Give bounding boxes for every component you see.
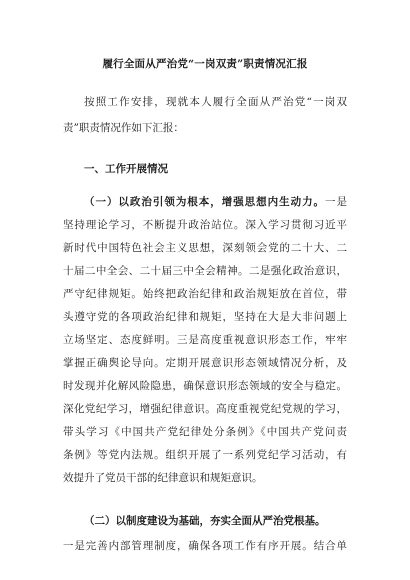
sub1-line-9: 深化党纪学习，增强纪律意识。高度重视党纪党规的学习， (63, 403, 347, 415)
sub2-heading: （二）以制度建设为基础，夯实全面从严治党根基。 (84, 515, 326, 527)
sub1-line-3: 十届二中全会、二十届三中全会精神。二是强化政治意识， (63, 265, 347, 277)
sub2-line-1: 一是完善内部管理制度，确保各项工作有序开展。结合单 (63, 540, 347, 552)
sub1-first-line (84, 196, 347, 209)
sub1-line-8: 时发现并化解风险隐患，确保意识形态领域的安全与稳定。 (63, 380, 347, 392)
sub1-first-tail: 一是 (325, 196, 348, 208)
section-heading-1: 一、工作开展情况 (84, 163, 168, 175)
intro-line-2: 责”职责情况作如下汇报： (63, 122, 184, 134)
sub1-line-10: 带头学习《中国共产党纪律处分条例》《中国共产党问责 (63, 426, 347, 438)
sub1-line-12: 效提升了党员干部的纪律意识和规矩意识。 (63, 472, 263, 484)
sub1-line-1: 坚持理论学习，不断提升政治站位。深入学习贯彻习近平 (63, 219, 347, 231)
sub1-line-5: 头遵守党的各项政治纪律和规矩，坚持在大是大非问题上 (63, 311, 347, 323)
sub1-line-4: 严守纪律规矩。始终把政治纪律和政治规矩放在首位，带 (63, 288, 347, 300)
sub1-line-7: 掌握正确舆论导向。定期开展意识形态领域情况分析，及 (63, 357, 347, 369)
sub1-line-11: 条例》等党内法规。组织开展了一系列党纪学习活动，有 (63, 449, 347, 461)
intro-line-1: 按照工作安排，现就本人履行全面从严治党“一岗双 (84, 96, 347, 108)
sub1-heading: （一）以政治引领为根本，增强思想内生动力。 (84, 196, 326, 208)
sub1-line-2: 新时代中国特色社会主义思想，深刻领会党的二十大、二 (63, 242, 347, 254)
document-title: 履行全面从严治党“一岗双责”职责情况汇报 (102, 58, 308, 70)
sub1-line-6: 立场坚定、态度鲜明。三是高度重视意识形态工作，牢牢 (63, 334, 347, 346)
